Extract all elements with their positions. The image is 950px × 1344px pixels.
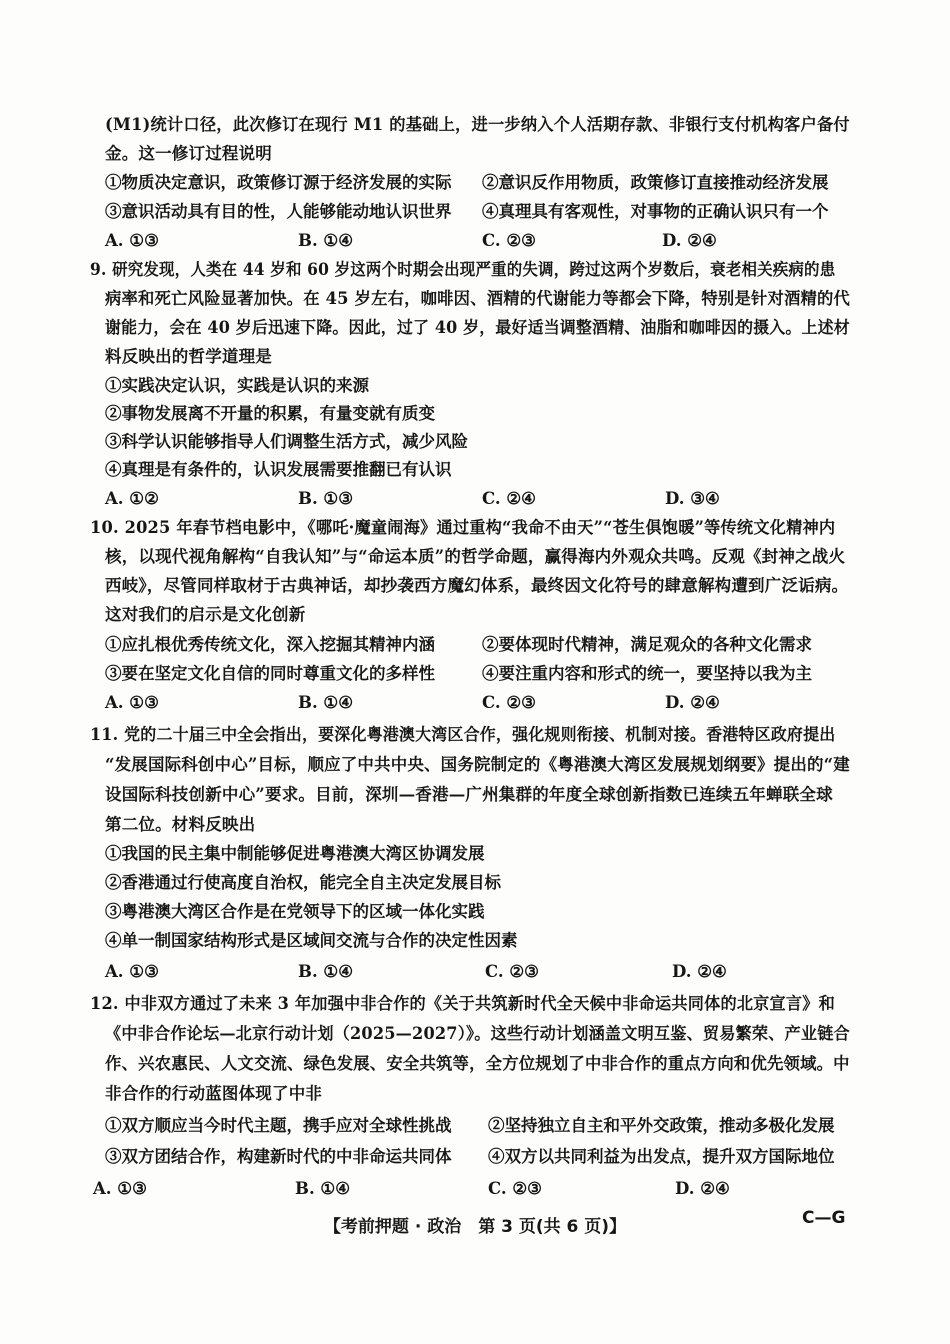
q8-stem-line-1: (M1)统计口径，此次修订在现行 M1 的基础上，进一步纳入个人活期存款、非银行支付机构客户备付 bbox=[105, 115, 850, 134]
q10-stem-line-1: 10. 2025 年春节档电影中，《哪吒·魔童闹海》通过重构“我命不由天”“苍生俱饱暖”等传统文化精神内 bbox=[90, 518, 836, 537]
q11-stem-line-3: 设国际科技创新中心”要求。目前，深圳—香港—广州集群的年度全球创新指数已连续五年蝉联全球 bbox=[105, 785, 833, 804]
q12-option-2: ②坚持独立自主和平外交政策，推动多极化发展 bbox=[488, 1116, 835, 1135]
q11-stem-line-2: “发展国际科创中心”目标，顺应了中共中央、国务院制定的《粤港澳大湾区发展规划纲要》提出的“建 bbox=[105, 755, 850, 774]
q9-choice-a: A. ①② bbox=[105, 489, 159, 508]
q8-choice-a: A. ①③ bbox=[105, 231, 159, 250]
q11-choice-a: A. ①③ bbox=[105, 962, 159, 981]
q9-choice-d: D. ③④ bbox=[665, 489, 720, 508]
q10-stem-line-2: 核，以现代视角解构“自我认知”与“命运本质”的哲学命题，赢得海内外观众共鸣。反观《封神之战火 bbox=[105, 547, 846, 566]
q12-option-3: ③双方团结合作，构建新时代的中非命运共同体 bbox=[105, 1147, 452, 1166]
q12-stem-line-1: 12. 中非双方通过了未来 3 年加强中非合作的《关于共筑新时代全天候中非命运共同体的北京宣言》和 bbox=[90, 994, 836, 1013]
q8-choice-c: C. ②③ bbox=[482, 231, 536, 250]
q10-stem-line-4: 这对我们的启示是文化创新 bbox=[105, 605, 306, 624]
q9-option-4: ④真理是有条件的，认识发展需要推翻已有认识 bbox=[105, 460, 452, 479]
q12-option-4: ④双方以共同利益为出发点，提升双方国际地位 bbox=[488, 1147, 835, 1166]
q12-stem-line-3: 作、兴农惠民、人文交流、绿色发展、安全共筑等，全方位规划了中非合作的重点方向和优先领域。中 bbox=[105, 1054, 850, 1073]
q10-choice-c: C. ②③ bbox=[482, 693, 536, 712]
q11-stem-line-4: 第二位。材料反映出 bbox=[105, 815, 256, 834]
q11-option-3: ③粤港澳大湾区合作是在党领导下的区域一体化实践 bbox=[105, 902, 485, 921]
q11-choice-d: D. ②④ bbox=[672, 962, 727, 981]
q8-option-4: ④真理具有客观性，对事物的正确认识只有一个 bbox=[482, 202, 829, 221]
q8-choice-b: B. ①④ bbox=[298, 231, 354, 250]
q9-stem-line-4: 料反映出的哲学道理是 bbox=[105, 347, 272, 366]
q12-choice-a: A. ①③ bbox=[93, 1179, 147, 1198]
q10-choice-d: D. ②④ bbox=[665, 693, 720, 712]
q11-option-1: ①我国的民主集中制能够促进粤港澳大湾区协调发展 bbox=[105, 844, 485, 863]
q12-stem-line-4: 非合作的行动蓝图体现了中非 bbox=[105, 1084, 323, 1103]
q9-stem-line-1: 9. 研究发现，人类在 44 岁和 60 岁这两个时期会出现严重的失调，跨过这两个岁数后，衰老相关疾病的患 bbox=[90, 260, 836, 279]
q8-option-3: ③意识活动具有目的性，人能够能动地认识世界 bbox=[105, 202, 452, 221]
page-footer: 【考前押题 · 政治 第 3 页(共 6 页)】 bbox=[323, 1217, 627, 1237]
q12-choice-d: D. ②④ bbox=[675, 1179, 730, 1198]
q9-choice-c: C. ②④ bbox=[482, 489, 536, 508]
q10-option-3: ③要在坚定文化自信的同时尊重文化的多样性 bbox=[105, 664, 435, 683]
q11-choice-c: C. ②③ bbox=[485, 962, 539, 981]
q10-choice-b: B. ①④ bbox=[298, 693, 354, 712]
q10-choice-a: A. ①③ bbox=[105, 693, 159, 712]
q12-choice-b: B. ①④ bbox=[295, 1179, 351, 1198]
q12-choice-c: C. ②③ bbox=[488, 1179, 542, 1198]
q10-option-2: ②要体现时代精神，满足观众的各种文化需求 bbox=[482, 635, 812, 654]
q9-option-3: ③科学认识能够指导人们调整生活方式，减少风险 bbox=[105, 432, 468, 451]
q8-choice-d: D. ②④ bbox=[662, 231, 717, 250]
q10-option-4: ④要注重内容和形式的统一，要坚持以我为主 bbox=[482, 664, 812, 683]
q10-stem-line-3: 西岐》，尽管同样取材于古典神话，却抄袭西方魔幻体系，最终因文化符号的肆意解构遭到广泛诟病。 bbox=[105, 576, 849, 595]
q11-choice-b: B. ①④ bbox=[298, 962, 354, 981]
q9-stem-line-2: 病率和死亡风险显著加快。在 45 岁左右，咖啡因、酒精的代谢能力等都会下降，特别是针对酒精的代 bbox=[105, 289, 851, 308]
q9-option-2: ②事物发展离不开量的积累，有量变就有质变 bbox=[105, 404, 435, 423]
q9-stem-line-3: 谢能力，会在 40 岁后迅速下降。因此，过了 40 岁，最好适当调整酒精、油脂和咖啡因的摄入。上述材 bbox=[105, 318, 850, 337]
q11-stem-line-1: 11. 党的二十届三中全会指出，要深化粤港澳大湾区合作，强化规则衔接、机制对接。香港特区政府提出 bbox=[90, 725, 836, 744]
paper-code: C—G bbox=[802, 1208, 846, 1228]
q8-option-1: ①物质决定意识，政策修订源于经济发展的实际 bbox=[105, 173, 452, 192]
q9-choice-b: B. ①③ bbox=[298, 489, 354, 508]
q10-option-1: ①应扎根优秀传统文化，深入挖掘其精神内涵 bbox=[105, 635, 435, 654]
q12-option-1: ①双方顺应当今时代主题，携手应对全球性挑战 bbox=[105, 1116, 452, 1135]
q12-stem-line-2: 《中非合作论坛—北京行动计划（2025—2027）》。这些行动计划涵盖文明互鉴、贸易繁荣、产业链合 bbox=[105, 1024, 850, 1043]
q11-option-2: ②香港通过行使高度自治权，能完全自主决定发展目标 bbox=[105, 873, 501, 892]
q8-stem-line-2: 金。这一修订过程说明 bbox=[105, 144, 272, 163]
q8-option-2: ②意识反作用物质，政策修订直接推动经济发展 bbox=[482, 173, 829, 192]
q9-option-1: ①实践决定认识，实践是认识的来源 bbox=[105, 376, 369, 395]
q11-option-4: ④单一制国家结构形式是区域间交流与合作的决定性因素 bbox=[105, 931, 518, 950]
